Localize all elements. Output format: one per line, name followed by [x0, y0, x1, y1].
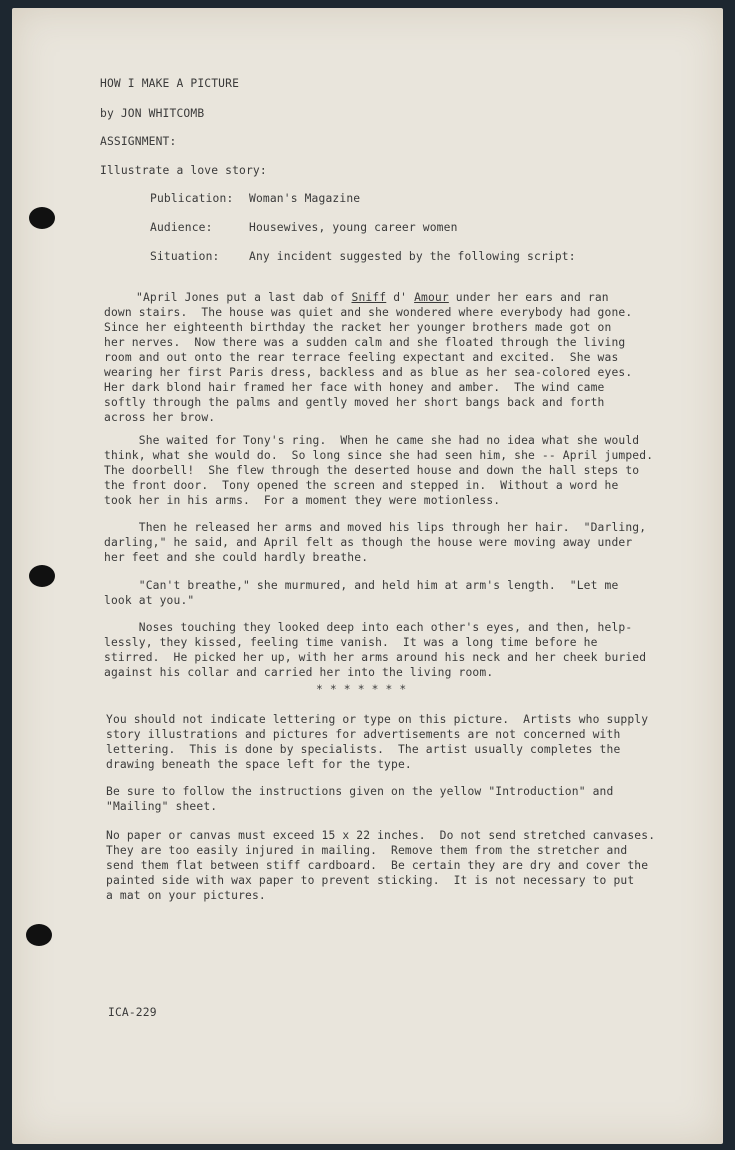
- page-title: HOW I MAKE A PICTURE: [100, 77, 240, 90]
- story-paragraph-3: Then he released her arms and moved his lips through her hair. "Darling, darling," he said, and April felt as though the house were moving away under her feet and she could hardly breathe.: [104, 521, 647, 564]
- story-paragraph-2: She waited for Tony's ring. When he came she had no idea what she would think, what she would do. So long since she had seen him, she -- April jumped. The doorbell! She flew through the deserted house and down the hall steps to the front door. Tony opened the screen and stepped in. Without a word he took her in his arms. For a moment they were motionless.: [104, 434, 654, 507]
- byline: by JON WHITCOMB: [100, 107, 205, 120]
- document-page: [12, 8, 723, 1144]
- instructions-paragraph-2: Be sure to follow the instructions given on the yellow "Introduction" and "Mailing" sheet.: [106, 785, 614, 813]
- separator: * * * * * * *: [316, 683, 407, 696]
- detail-label-audience: Audience:: [150, 221, 213, 234]
- detail-value-audience: Housewives, young career women: [249, 221, 458, 234]
- punch-hole: [29, 207, 55, 229]
- assignment-label: ASSIGNMENT:: [100, 135, 177, 148]
- story-paragraph-4: "Can't breathe," she murmured, and held him at arm's length. "Let me look at you.": [104, 579, 619, 607]
- document-code: ICA-229: [108, 1006, 157, 1019]
- instructions-paragraph-1: You should not indicate lettering or type on this picture. Artists who supply story illustrations and pictures for advertisements are not concerned with lettering. This is done by specialists. The artist usually completes the drawing beneath the space left for the type.: [106, 713, 649, 771]
- detail-value-situation: Any incident suggested by the following script:: [249, 250, 576, 263]
- story-paragraph-1: down stairs. The house was quiet and she wondered where everybody had gone. Since her eighteenth birthday the racket her younger brothers made got on her nerves. Now there was a sudden calm and she floated through the living room and out onto the rear terrace feeling expectant and excited. She was wearing her first Paris dress, backless and as blue as her sea-colored eyes. Her dark blond hair framed her face with honey and amber. The wind came softly through the palms and gently moved her short bangs back and forth across her brow.: [104, 306, 633, 424]
- punch-hole: [26, 924, 52, 946]
- story-first-line: "April Jones put a last dab of Sniff d' Amour under her ears and ran: [136, 291, 609, 304]
- detail-label-situation: Situation:: [150, 250, 220, 263]
- story-paragraph-5: Noses touching they looked deep into each other's eyes, and then, help- lessly, they kissed, feeling time vanish. It was a long time before he stirred. He picked her up, with her arms around his neck and her cheek buried against his collar and carried her into the living room.: [104, 621, 647, 679]
- detail-label-publication: Publication:: [150, 192, 234, 205]
- detail-value-publication: Woman's Magazine: [249, 192, 361, 205]
- intro-line: Illustrate a love story:: [100, 164, 267, 177]
- instructions-paragraph-3: No paper or canvas must exceed 15 x 22 inches. Do not send stretched canvases. They are too easily injured in mailing. Remove them from the stretcher and send them flat between stiff cardboard. Be certain they are dry and cover the painted side with wax paper to prevent sticking. It is not necessary to put a mat on your pictures.: [106, 829, 656, 902]
- punch-hole: [29, 565, 55, 587]
